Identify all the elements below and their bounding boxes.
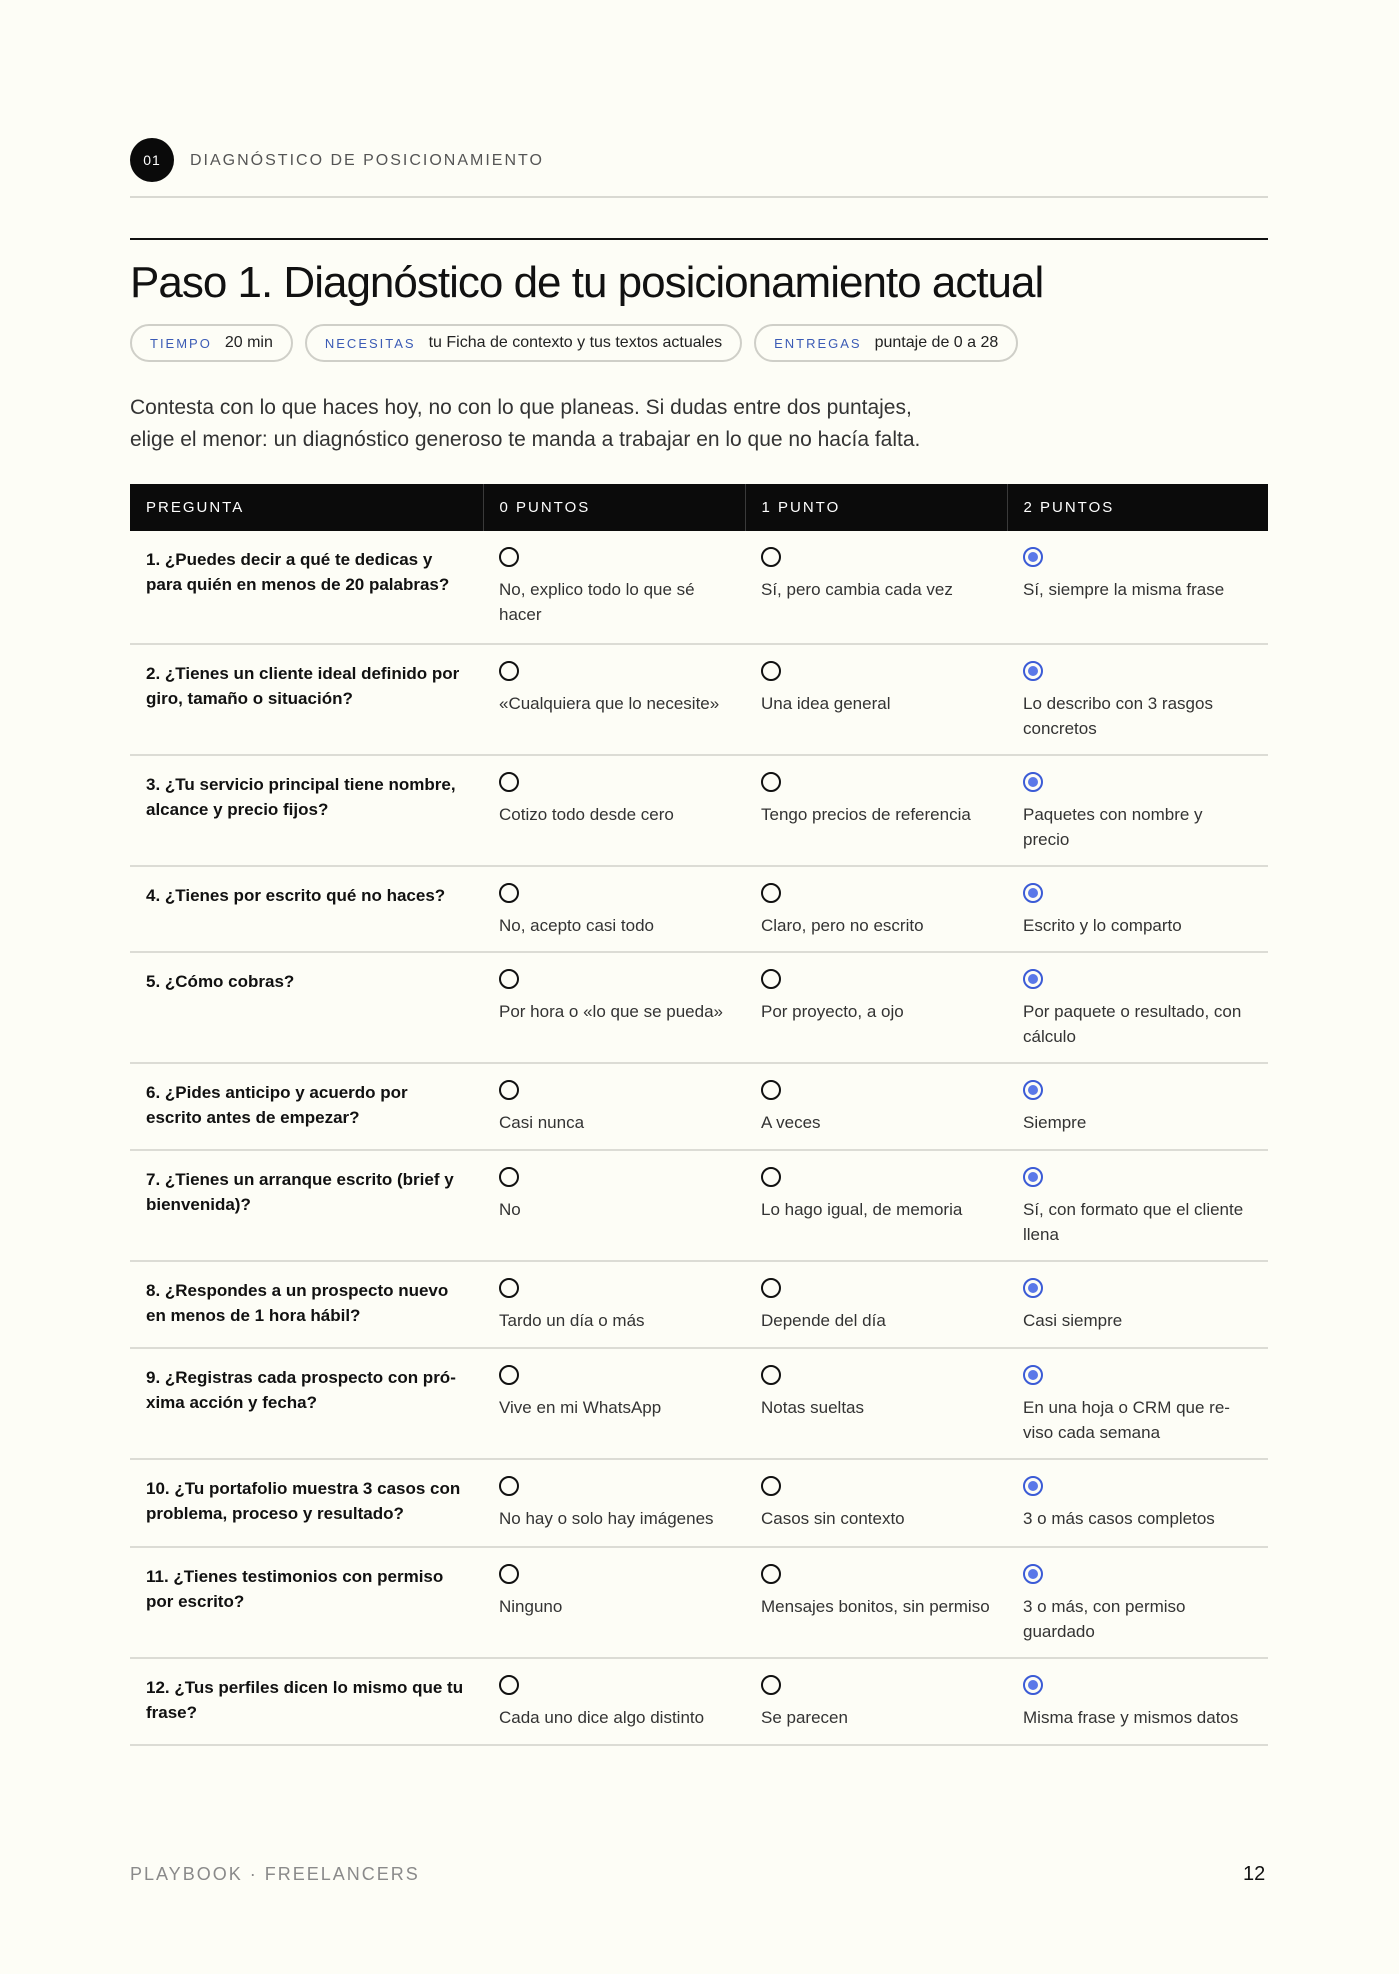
- option-label: Sí, con formato que el cliente llena: [1023, 1200, 1244, 1244]
- option-cell[interactable]: [1007, 1658, 1268, 1745]
- option-cell[interactable]: [745, 1547, 1007, 1658]
- option-cell[interactable]: [745, 1459, 1007, 1547]
- table-header-row: [130, 484, 1268, 531]
- option-cell[interactable]: [1007, 531, 1268, 644]
- option-label: Una idea general: [761, 694, 891, 713]
- header-0-puntos: 0 PUNTOS: [483, 484, 745, 531]
- option-cell[interactable]: [745, 1063, 1007, 1150]
- option-cell[interactable]: [483, 1063, 745, 1150]
- question-cell: [130, 1547, 483, 1658]
- option-cell[interactable]: [483, 1658, 745, 1745]
- question-cell: [130, 866, 483, 952]
- option-cell[interactable]: [745, 1348, 1007, 1459]
- radio-selected-icon[interactable]: [1023, 547, 1043, 567]
- radio-empty-icon[interactable]: [499, 1564, 519, 1584]
- question-cell: [130, 1150, 483, 1261]
- header-1-punto: 1 PUNTO: [745, 484, 1007, 531]
- option-cell[interactable]: [1007, 1459, 1268, 1547]
- radio-empty-icon[interactable]: [499, 883, 519, 903]
- question-text: 12. ¿Tus perfiles dicen lo mismo que tu frase?: [146, 1678, 464, 1722]
- option-label: Lo hago igual, de memoria: [761, 1200, 963, 1219]
- question-cell: [130, 531, 483, 644]
- option-label: No hay o solo hay imágenes: [499, 1509, 714, 1528]
- option-label: Por paquete o resultado, con cálculo: [1023, 1002, 1242, 1046]
- option-label: En una hoja o CRM que re-viso cada semana: [1023, 1398, 1230, 1442]
- page-title: Paso 1. Diagnóstico de tu posicionamiento actual: [130, 258, 1044, 307]
- table-row: [130, 1261, 1268, 1348]
- radio-empty-icon[interactable]: [499, 1167, 519, 1187]
- option-label: Misma frase y mismos datos: [1023, 1708, 1239, 1727]
- table-row: [130, 531, 1268, 644]
- option-cell[interactable]: [745, 644, 1007, 755]
- option-label: 3 o más casos completos: [1023, 1509, 1215, 1528]
- chip-key: NECESITAS: [324, 335, 416, 351]
- question-text: 5. ¿Cómo cobras?: [146, 972, 295, 991]
- radio-empty-icon[interactable]: [761, 1278, 781, 1298]
- option-cell[interactable]: [483, 952, 745, 1063]
- option-label: Tengo precios de referencia: [761, 805, 971, 824]
- option-label: Mensajes bonitos, sin permiso: [761, 1597, 990, 1616]
- table-row: [130, 1063, 1268, 1150]
- option-cell[interactable]: [483, 1150, 745, 1261]
- intro-line-2: elige el menor: un diagnóstico generoso te manda a trabajar en lo que no hacía falta.: [130, 428, 921, 451]
- option-cell[interactable]: [483, 1547, 745, 1658]
- option-label: No, explico todo lo que sé hacer: [499, 580, 695, 624]
- radio-empty-icon[interactable]: [761, 1167, 781, 1187]
- radio-selected-icon[interactable]: [1023, 772, 1043, 792]
- radio-empty-icon[interactable]: [761, 883, 781, 903]
- table-row: [130, 1658, 1268, 1745]
- question-cell: [130, 1348, 483, 1459]
- option-label: Casi nunca: [499, 1113, 585, 1132]
- chip-key: TIEMPO: [150, 335, 212, 351]
- section-header: [130, 138, 1268, 198]
- option-label: Claro, pero no escrito: [761, 916, 924, 935]
- section-number-badge: 01: [130, 138, 174, 182]
- option-cell[interactable]: [1007, 1348, 1268, 1459]
- option-label: Casi siempre: [1023, 1311, 1123, 1330]
- question-text: 7. ¿Tienes un arranque escrito (brief y bienvenida)?: [146, 1170, 454, 1214]
- meta-chips: [130, 324, 1018, 362]
- option-label: No: [499, 1200, 521, 1219]
- radio-empty-icon[interactable]: [761, 1564, 781, 1584]
- question-cell: [130, 952, 483, 1063]
- header-2-puntos: 2 PUNTOS: [1007, 484, 1268, 531]
- radio-selected-icon[interactable]: [1023, 1476, 1043, 1496]
- option-cell[interactable]: [1007, 755, 1268, 866]
- radio-empty-icon[interactable]: [499, 1365, 519, 1385]
- radio-empty-icon[interactable]: [499, 1278, 519, 1298]
- radio-empty-icon[interactable]: [499, 547, 519, 567]
- table-row: [130, 1348, 1268, 1459]
- radio-empty-icon[interactable]: [761, 772, 781, 792]
- radio-empty-icon[interactable]: [761, 969, 781, 989]
- question-text: 3. ¿Tu servicio principal tiene nombre, alcance y precio fijos?: [146, 775, 456, 819]
- option-cell[interactable]: [745, 952, 1007, 1063]
- table-row: [130, 1459, 1268, 1547]
- radio-empty-icon[interactable]: [499, 661, 519, 681]
- option-cell[interactable]: [1007, 1261, 1268, 1348]
- section-label: DIAGNÓSTICO DE POSICIONAMIENTO: [190, 152, 544, 169]
- chip-necesitas: [305, 324, 742, 362]
- page-number: 12: [1243, 1863, 1266, 1885]
- chip-key: ENTREGAS: [774, 335, 862, 351]
- option-cell[interactable]: [483, 1348, 745, 1459]
- option-cell[interactable]: [483, 531, 745, 644]
- option-label: «Cualquiera que lo necesite»: [499, 694, 720, 713]
- option-cell[interactable]: [1007, 1150, 1268, 1261]
- option-label: Paquetes con nombre y precio: [1023, 805, 1203, 849]
- chip-entregas: [754, 324, 1018, 362]
- option-cell[interactable]: [1007, 644, 1268, 755]
- diagnostic-table: [130, 484, 1268, 1746]
- question-text: 6. ¿Pides anticipo y acuerdo por escrito antes de empezar?: [146, 1083, 408, 1127]
- option-label: 3 o más, con permiso guardado: [1023, 1597, 1186, 1641]
- option-cell[interactable]: [745, 1150, 1007, 1261]
- option-label: Ninguno: [499, 1597, 563, 1616]
- radio-selected-icon[interactable]: [1023, 1564, 1043, 1584]
- footer-brand: PLAYBOOK · FREELANCERS: [130, 1864, 420, 1884]
- option-label: No, acepto casi todo: [499, 916, 654, 935]
- option-cell[interactable]: [483, 1261, 745, 1348]
- option-cell[interactable]: [745, 755, 1007, 866]
- option-label: Vive en mi WhatsApp: [499, 1398, 662, 1417]
- option-cell[interactable]: [745, 1658, 1007, 1745]
- title-divider: [130, 238, 1268, 240]
- table-row: [130, 755, 1268, 866]
- question-cell: [130, 755, 483, 866]
- option-cell[interactable]: [1007, 1063, 1268, 1150]
- radio-empty-icon[interactable]: [499, 1675, 519, 1695]
- radio-selected-icon[interactable]: [1023, 1365, 1043, 1385]
- question-text: 2. ¿Tienes un cliente ideal definido por giro, tamaño o situación?: [146, 664, 460, 708]
- option-cell[interactable]: [483, 644, 745, 755]
- radio-selected-icon[interactable]: [1023, 1167, 1043, 1187]
- question-text: 11. ¿Tienes testimonios con permiso por escrito?: [146, 1567, 444, 1611]
- radio-empty-icon[interactable]: [499, 1476, 519, 1496]
- option-label: Siempre: [1023, 1113, 1087, 1132]
- radio-selected-icon[interactable]: [1023, 883, 1043, 903]
- table-row: [130, 1547, 1268, 1658]
- question-cell: [130, 1658, 483, 1745]
- option-label: Por hora o «lo que se pueda»: [499, 1002, 724, 1021]
- question-cell: [130, 1261, 483, 1348]
- table-row: [130, 952, 1268, 1063]
- chip-value: 20 min: [224, 334, 273, 351]
- radio-empty-icon[interactable]: [499, 772, 519, 792]
- question-text: 8. ¿Respondes a un prospecto nuevo en menos de 1 hora hábil?: [146, 1281, 449, 1325]
- table-row: [130, 644, 1268, 755]
- header-pregunta: PREGUNTA: [130, 484, 483, 531]
- option-label: Se parecen: [761, 1708, 848, 1727]
- radio-empty-icon[interactable]: [761, 1476, 781, 1496]
- radio-empty-icon[interactable]: [761, 547, 781, 567]
- table-row: [130, 866, 1268, 952]
- radio-empty-icon[interactable]: [761, 1365, 781, 1385]
- table-row: [130, 1150, 1268, 1261]
- option-cell[interactable]: [1007, 952, 1268, 1063]
- option-cell[interactable]: [483, 866, 745, 952]
- question-text: 9. ¿Registras cada prospecto con pró-xima acción y fecha?: [146, 1368, 456, 1412]
- radio-empty-icon[interactable]: [499, 1080, 519, 1100]
- chip-tiempo: [130, 324, 293, 362]
- question-text: 4. ¿Tienes por escrito qué no haces?: [146, 886, 446, 905]
- option-label: Escrito y lo comparto: [1023, 916, 1182, 935]
- chip-value: puntaje de 0 a 28: [874, 334, 999, 351]
- radio-empty-icon[interactable]: [761, 661, 781, 681]
- option-label: Casos sin contexto: [761, 1509, 905, 1528]
- question-cell: [130, 1459, 483, 1547]
- option-label: Sí, siempre la misma frase: [1023, 580, 1225, 599]
- radio-selected-icon[interactable]: [1023, 1080, 1043, 1100]
- chip-value: tu Ficha de contexto y tus textos actuales: [428, 334, 723, 351]
- radio-selected-icon[interactable]: [1023, 1675, 1043, 1695]
- intro-text: [130, 392, 1130, 456]
- option-cell[interactable]: [483, 755, 745, 866]
- radio-selected-icon[interactable]: [1023, 969, 1043, 989]
- question-cell: [130, 1063, 483, 1150]
- question-text: 1. ¿Puedes decir a qué te dedicas y para quién en menos de 20 palabras?: [146, 550, 450, 594]
- option-cell[interactable]: [1007, 866, 1268, 952]
- option-cell[interactable]: [483, 1459, 745, 1547]
- radio-empty-icon[interactable]: [499, 969, 519, 989]
- question-text: 10. ¿Tu portafolio muestra 3 casos con problema, proceso y resultado?: [146, 1479, 461, 1523]
- radio-empty-icon[interactable]: [761, 1080, 781, 1100]
- option-cell[interactable]: [745, 531, 1007, 644]
- question-cell: [130, 644, 483, 755]
- intro-line-1: Contesta con lo que haces hoy, no con lo que planeas. Si dudas entre dos puntajes,: [130, 396, 912, 419]
- radio-selected-icon[interactable]: [1023, 1278, 1043, 1298]
- radio-selected-icon[interactable]: [1023, 661, 1043, 681]
- option-label: Notas sueltas: [761, 1398, 864, 1417]
- option-label: Lo describo con 3 rasgos concretos: [1023, 694, 1213, 738]
- option-cell[interactable]: [745, 1261, 1007, 1348]
- option-label: Cotizo todo desde cero: [499, 805, 674, 824]
- option-label: Por proyecto, a ojo: [761, 1002, 904, 1021]
- option-label: Tardo un día o más: [499, 1311, 645, 1330]
- option-label: Cada uno dice algo distinto: [499, 1708, 705, 1727]
- option-cell[interactable]: [745, 866, 1007, 952]
- option-label: Depende del día: [761, 1311, 886, 1330]
- option-label: Sí, pero cambia cada vez: [761, 580, 953, 599]
- option-label: A veces: [761, 1113, 821, 1132]
- option-cell[interactable]: [1007, 1547, 1268, 1658]
- radio-empty-icon[interactable]: [761, 1675, 781, 1695]
